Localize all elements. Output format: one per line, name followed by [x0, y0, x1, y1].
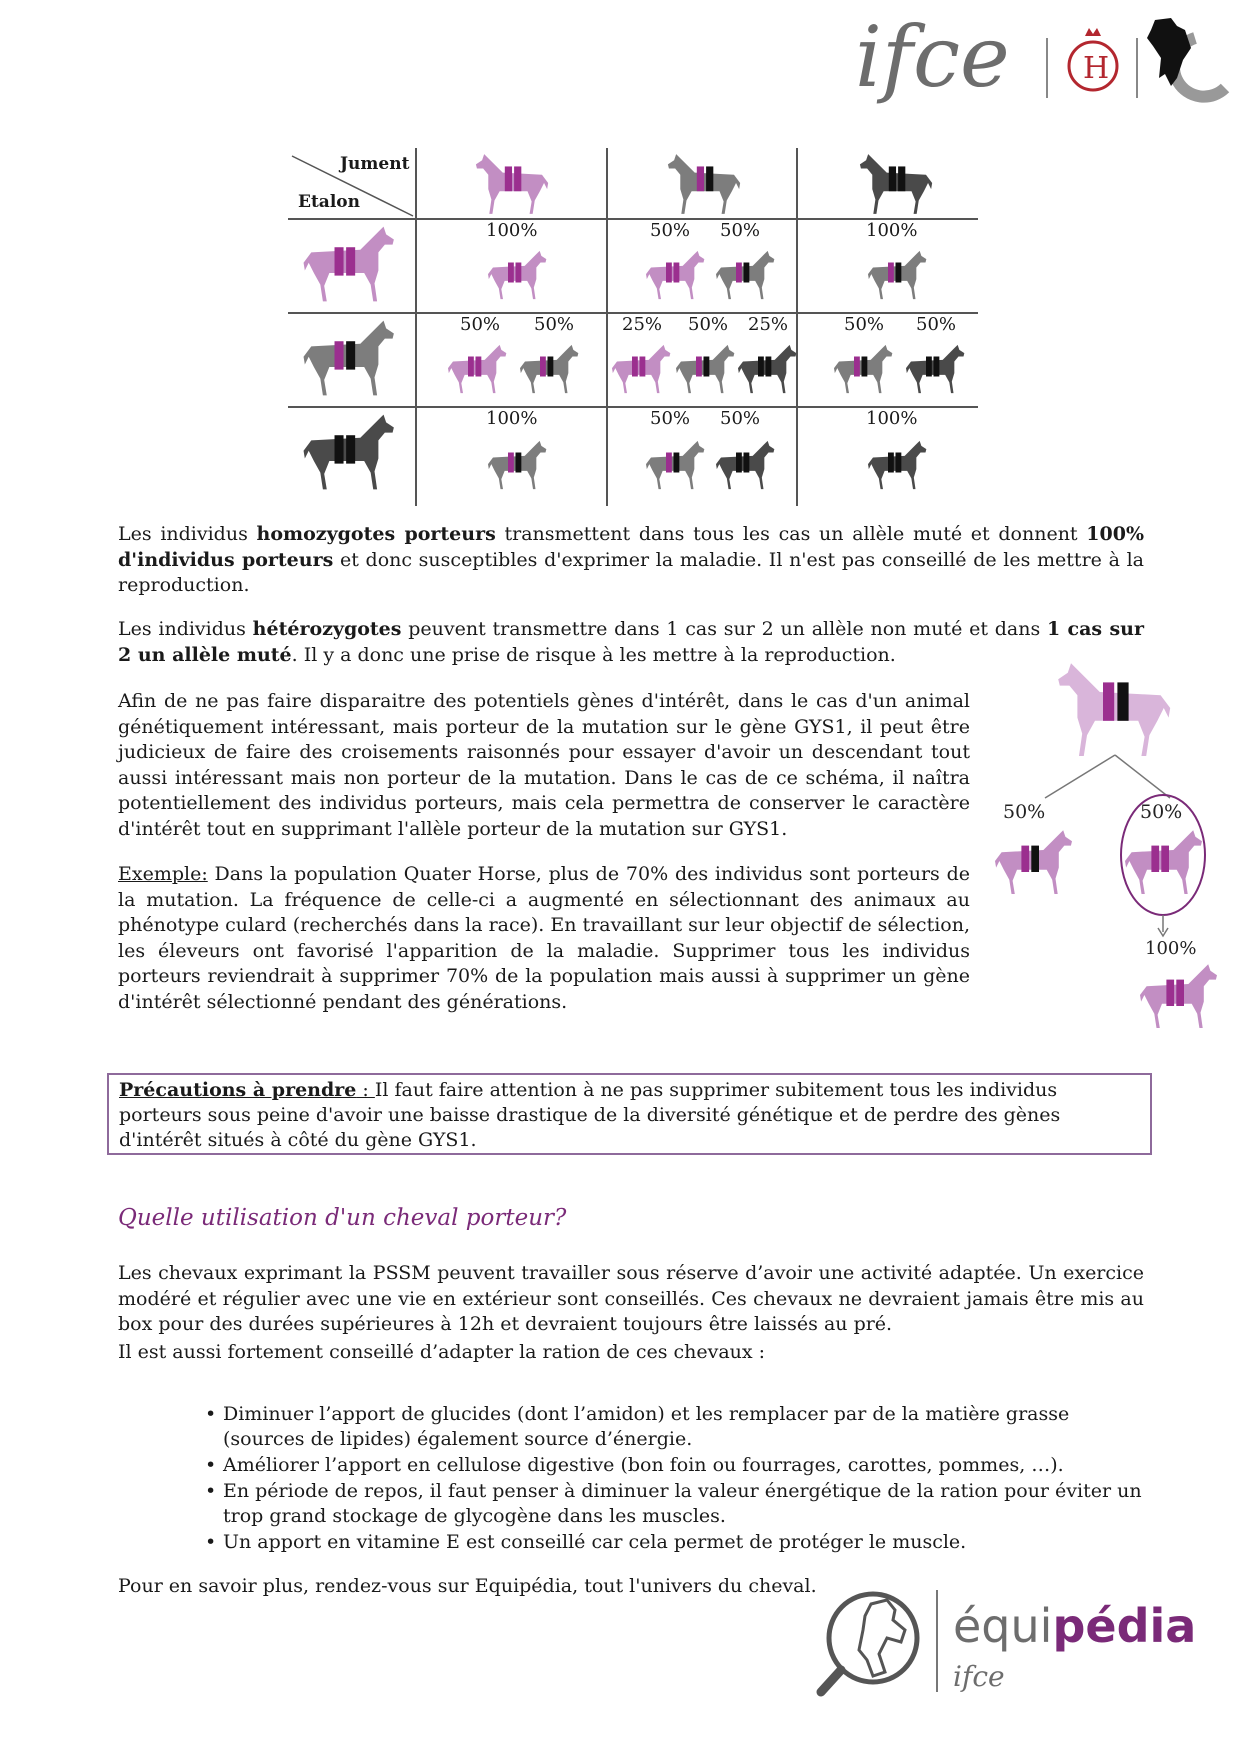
foal-icon — [868, 428, 928, 502]
foal-icon — [738, 334, 798, 404]
pct-r2c1a: 50% — [460, 314, 501, 335]
foal-icon — [646, 428, 706, 502]
pct-r2c1b: 50% — [534, 314, 575, 335]
paragraph-pssm-work: Les chevaux exprimant la PSSM peuvent travailler sous réserve d’avoir une activité adaptée. Un exercice modéré et régulier avec une vie en extérieur sont conseillés. Ces chevaux ne devraient jamais être mis au box pour des durées supérieures à 12h et devraient toujours être laissés au pré. — [118, 1262, 1144, 1335]
stallion-homozygous-normal-icon — [300, 224, 400, 304]
foal-icon — [834, 334, 894, 404]
paragraph-homozygous: Les individus homozygotes porteurs transmettent dans tous les cas un allèle muté et donnent 100% d'individus porteurs et donc susceptibles d'exprimer la maladie. Il n'est pas conseillé de les mettre à la reproduction. — [118, 523, 1144, 596]
precautions-box: Précautions à prendre : Il faut faire attention à ne pas supprimer subitement tous les individus porteurs sous peine d'avoir une baisse drastique de la diversité génétique et de perdre des gènes d'intérêt situés à côté du gène GYS1. — [107, 1073, 1152, 1155]
horse-outline-icon — [859, 1600, 905, 1676]
corner-jument-label: Jument — [340, 154, 410, 174]
ration-bullet-list — [205, 1402, 1145, 1556]
side-left-pct: 50% — [1003, 801, 1046, 823]
pct-r1c2a: 50% — [650, 220, 691, 241]
mare-homozygous-carrier-icon — [840, 152, 950, 216]
pct-r3c2b: 50% — [720, 408, 761, 429]
foal-icon — [676, 334, 736, 404]
equipedia-part2: pédia — [1052, 1599, 1197, 1653]
paragraph-example: Exemple: Dans la population Quater Horse, plus de 70% des individus sont porteurs de la mutation. La fréquence de celle-ci a augmenté en sélectionnant des animaux au phénotype culard (recherchés dans la race). En travaillant sur leur objectif de sélection, les éleveurs ont favorisé l'apparition de la maladie. Supprimer tous les individus porteurs reviendrait à supprimer 70% de la population mais aussi à supprimer un gène d'intérêt sélectionné pendant des générations. — [118, 863, 970, 1013]
pct-r3c3: 100% — [866, 408, 918, 429]
list-item: • En période de repos, il faut penser à diminuer la valeur énergétique de la ration pour éviter un trop grand stockage de glycogène dans les muscles. — [205, 1479, 1145, 1529]
foal-icon — [448, 334, 508, 404]
equipedia-part1: équi — [953, 1599, 1053, 1653]
rearing-horse-icon — [1147, 18, 1191, 86]
foal-icon — [646, 240, 706, 310]
svg-text:équipédia — [953, 1599, 1196, 1653]
pct-r2c3b: 50% — [916, 314, 957, 335]
corner-etalon-label: Etalon — [298, 192, 360, 212]
pct-r1c2b: 50% — [720, 220, 761, 241]
foal-icon — [488, 240, 548, 310]
foal-icon — [716, 240, 776, 310]
pct-r3c2a: 50% — [650, 408, 691, 429]
foal-icon — [716, 428, 776, 502]
pct-r2c3a: 50% — [844, 314, 885, 335]
mare-heterozygous-icon — [648, 152, 758, 216]
stallion-homozygous-carrier-icon — [300, 412, 400, 492]
pct-r2c2a: 25% — [622, 314, 663, 335]
section-heading: Quelle utilisation d'un cheval porteur? — [118, 1205, 567, 1231]
side-bottom-pct: 100% — [1145, 938, 1197, 959]
pct-r3c1: 100% — [486, 408, 538, 429]
paragraph-ration: Il est aussi fortement conseillé d’adapter la ration de ces chevaux : — [118, 1341, 766, 1363]
paragraph-heterozygous: Les individus hétérozygotes peuvent transmettre dans 1 cas sur 2 un allèle non muté et dans 1 cas sur 2 un allèle muté. Il y a donc une prise de risque à les mettre à la reproduction. — [118, 618, 1144, 666]
foal-icon — [488, 428, 548, 502]
foal-icon — [520, 334, 580, 404]
foal-icon — [906, 334, 966, 404]
equipedia-logo — [815, 1580, 1215, 1700]
pct-r2c2c: 25% — [748, 314, 789, 335]
stallion-heterozygous-icon — [300, 318, 400, 398]
mare-homozygous-normal-icon — [456, 152, 566, 216]
breeding-side-diagram — [995, 660, 1225, 1040]
ifce-logo-text: ifce — [855, 8, 1010, 106]
svg-text:H: H — [1083, 51, 1110, 86]
pct-r2c2b: 50% — [688, 314, 729, 335]
list-item: • Améliorer l’apport en cellulose digestive (bon foin ou fourrages, carottes, pommes, …). — [205, 1453, 1145, 1478]
list-item: • Un apport en vitamine E est conseillé car cela permet de protéger le muscle. — [205, 1530, 1145, 1555]
pct-r1c3: 100% — [866, 220, 918, 241]
foal-icon — [868, 240, 928, 310]
paragraph-breeding-strategy: Afin de ne pas faire disparaitre des potentiels gènes d'intérêt, dans le cas d'un animal génétiquement intéressant, mais porteur de la mutation sur le gène GYS1, il peut être judicieux de faire des croisements raisonnés pour essayer d'avoir un descendant tout aussi intéressant mais non porteur de la mutation. Dans le cas de ce schéma, il naîtra potentiellement des individus porteurs, mais cela permettra de conserver le caractère d'intérêt tout en supprimant l'allèle porteur de la mutation sur GYS1. — [118, 690, 970, 840]
paragraph-learn-more: Pour en savoir plus, rendez-vous sur Equipédia, tout l'univers du cheval. — [118, 1575, 817, 1597]
foal-icon — [612, 334, 672, 404]
side-right-pct: 50% — [1140, 801, 1183, 823]
equipedia-sub: ifce — [953, 1660, 1005, 1693]
ifce-logo — [855, 8, 1230, 118]
cross-diagram — [288, 148, 978, 506]
pct-r1c1: 100% — [486, 220, 538, 241]
list-item: • Diminuer l’apport de glucides (dont l’amidon) et les remplacer par de la matière grasse (sources de lipides) également source d’énergie. — [205, 1402, 1145, 1452]
